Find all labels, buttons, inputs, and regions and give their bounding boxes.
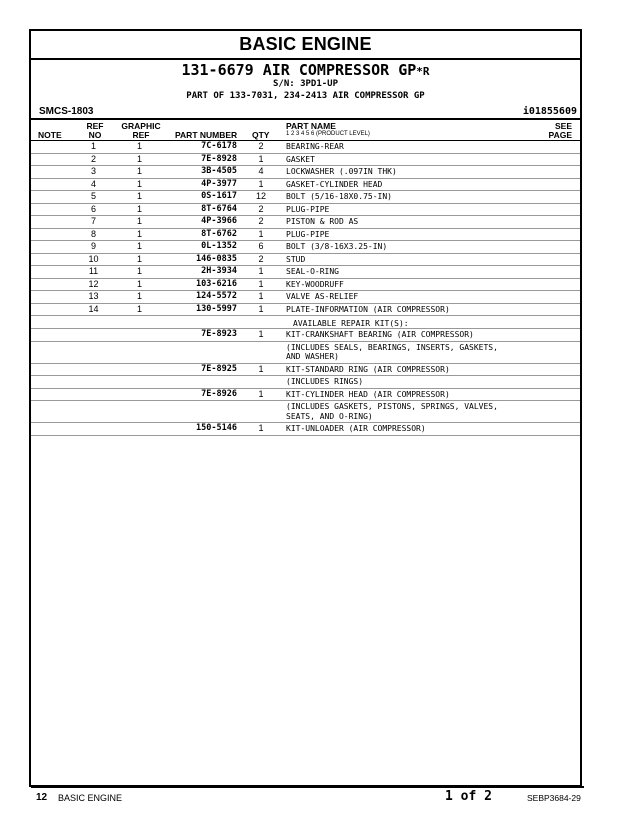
kit-quantity: 1 [258,388,264,399]
table-row [31,291,580,304]
parts-table [31,141,580,436]
col-graphic-header-bottom: REF [132,130,150,140]
graphic-ref: 1 [136,203,142,214]
header-rule-top [31,118,580,120]
ref-number: 5 [90,191,96,201]
graphic-ref: 1 [136,303,142,314]
ref-number: 9 [90,241,96,251]
col-part-number-header: PART NUMBER [175,130,238,140]
ref-number: 7 [90,216,96,226]
serial-number: S/N: 3PD1-UP [272,79,339,89]
table-row [31,216,580,229]
table-row [31,229,580,242]
part-number: 7C-6178 [201,141,237,151]
ref-number: 8 [90,228,96,239]
kit-part-number: 150-5146 [196,423,237,433]
part-number: 0L-1352 [201,241,237,251]
ref-number: 10 [88,253,99,264]
part-number: 8T-6762 [201,228,237,239]
footer-section: BASIC ENGINE [58,793,123,803]
kit-row [31,329,580,342]
table-row [31,141,580,154]
graphic-ref: 1 [136,291,142,301]
group-title [31,61,580,79]
kit-name: (INCLUDES RINGS) [286,377,364,386]
part-number: 3B-4505 [201,166,237,176]
kits-list [31,329,580,436]
part-of-line: PART OF 133-7031, 234-2413 AIR COMPRESSOR GP [186,91,425,101]
quantity: 2 [258,203,264,214]
part-number: 2H-3934 [201,266,237,276]
part-name: LOCKWASHER (.097IN THK) [286,167,397,176]
ref-number: 13 [88,291,99,301]
graphic-ref: 1 [136,141,142,151]
table-row [31,204,580,217]
footer-page-number: 12 [36,792,48,803]
table-row [31,166,580,179]
table-row [31,304,580,317]
footer-page-of: 1 of 2 [445,789,492,804]
ref-number: 14 [88,303,99,314]
kit-row [31,423,580,436]
ref-number: 4 [90,178,96,189]
quantity: 4 [258,166,264,176]
col-see-header-bottom: PAGE [548,130,572,140]
kits-heading: AVAILABLE REPAIR KIT(S): [31,316,580,329]
table-row [31,279,580,292]
col-ref-header-bottom: NO [88,130,102,140]
quantity: 1 [258,303,264,314]
quantity: 1 [258,266,264,276]
part-name: VALVE AS-RELIEF [286,292,359,301]
footer-doc-id: SEBP3684-29 [527,793,581,803]
kit-row [31,342,580,364]
col-ref-header-top: REF [86,121,104,131]
part-number: 0S-1617 [201,191,237,201]
part-name: PLUG-PIPE [286,204,330,214]
quantity: 1 [258,153,264,164]
quantity: 2 [258,216,264,226]
part-number: 8T-6764 [201,203,237,214]
page-frame [29,29,582,787]
group-title-text: 131-6679 AIR COMPRESSOR GP [181,61,417,79]
group-title-suffix: *R [416,65,430,78]
table-row [31,179,580,192]
part-number: 146-0835 [196,253,237,264]
illustration-id: i01855609 [522,106,577,117]
part-number: 7E-8928 [201,153,237,164]
quantity: 12 [255,191,266,201]
graphic-ref: 1 [136,191,142,201]
kit-name: (INCLUDES GASKETS, PISTONS, SPRINGS, VALVES, SEATS, AND O-RING) [286,402,498,421]
quantity: 1 [258,228,264,239]
part-name: KEY-WOODRUFF [286,279,344,289]
graphic-ref: 1 [136,266,142,276]
part-name: PLUG-PIPE [286,229,330,239]
col-see-header-top: SEE [554,121,572,131]
smcs-code: SMCS-1803 [39,106,94,117]
ref-number: 3 [90,166,96,176]
part-name: SEAL-O-RING [286,267,339,276]
col-qty-header: QTY [252,130,270,140]
kit-quantity: 1 [258,329,264,339]
kit-row [31,364,580,377]
quantity: 1 [258,278,264,289]
kit-quantity: 1 [258,423,264,433]
part-name: PLATE-INFORMATION (AIR COMPRESSOR) [286,304,450,314]
quantity: 2 [258,141,264,151]
quantity: 1 [258,291,264,301]
part-name: BOLT (3/8-16X3.25-IN) [286,242,388,251]
part-number: 124-5572 [196,291,237,301]
part-number: 130-5997 [196,303,237,314]
col-graphic-header-top: GRAPHIC [121,121,161,131]
graphic-ref: 1 [136,178,142,189]
graphic-ref: 1 [136,153,142,164]
footer-rule [31,786,584,788]
part-number: 4P-3977 [201,178,237,189]
ref-number: 1 [90,141,96,151]
quantity: 1 [258,178,264,189]
kit-name: KIT-CRANKSHAFT BEARING (AIR COMPRESSOR) [286,330,474,339]
graphic-ref: 1 [136,228,142,239]
kit-name: KIT-STANDARD RING (AIR COMPRESSOR) [286,364,450,374]
table-row [31,241,580,254]
table-row [31,154,580,167]
graphic-ref: 1 [136,216,142,226]
ref-number: 11 [88,266,99,276]
part-name: PISTON & ROD AS [286,217,359,226]
part-name: BEARING-REAR [286,142,344,151]
table-row [31,191,580,204]
graphic-ref: 1 [136,253,142,264]
kit-part-number: 7E-8925 [201,363,237,374]
kit-row [31,401,580,423]
kit-name: (INCLUDES SEALS, BEARINGS, INSERTS, GASKETS, AND WASHER) [286,342,498,361]
part-name: STUD [286,254,306,264]
graphic-ref: 1 [136,166,142,176]
part-name: BOLT (5/16-18X0.75-IN) [286,192,392,201]
parts-list [31,141,580,316]
kit-name: KIT-CYLINDER HEAD (AIR COMPRESSOR) [286,389,450,399]
table-row [31,254,580,267]
kit-part-number: 7E-8923 [201,329,237,339]
ref-number: 6 [90,203,96,214]
kit-row [31,389,580,402]
kit-row [31,376,580,389]
graphic-ref: 1 [136,278,142,289]
section-title: BASIC ENGINE [31,31,580,60]
kit-quantity: 1 [258,363,264,374]
kit-part-number: 7E-8926 [201,388,237,399]
ref-number: 2 [90,153,96,164]
ref-number: 12 [88,278,99,289]
quantity: 6 [258,241,264,251]
part-name: GASKET-CYLINDER HEAD [286,179,383,189]
part-name: GASKET [286,154,315,164]
part-number: 103-6216 [196,278,237,289]
graphic-ref: 1 [136,241,142,251]
table-row [31,266,580,279]
part-number: 4P-3966 [201,216,237,226]
quantity: 2 [258,253,264,264]
col-part-name-header: PART NAME [286,121,336,131]
product-level-label: 1 2 3 4 5 6 (PRODUCT LEVEL) [286,131,370,137]
kit-name: KIT-UNLOADER (AIR COMPRESSOR) [286,424,426,433]
col-note-header: NOTE [38,130,62,140]
